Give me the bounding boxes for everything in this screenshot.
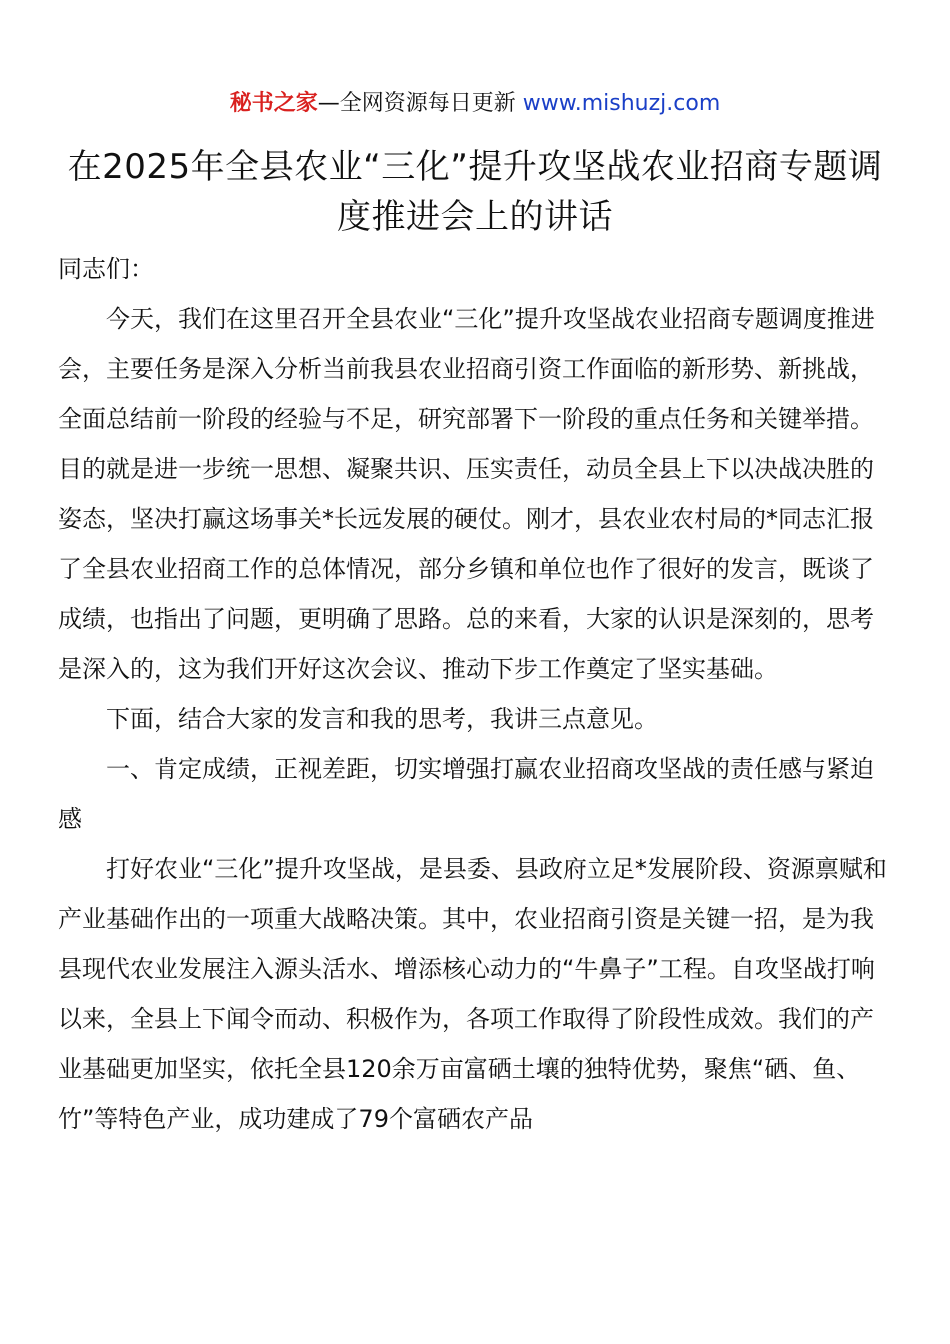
- document-body: [58, 244, 892, 1144]
- site-url-link[interactable]: www.mishuzj.com: [522, 91, 721, 116]
- body-paragraph: 下面，结合大家的发言和我的思考，我讲三点意见。: [106, 705, 658, 733]
- site-tagline: —全网资源每日更新: [317, 91, 523, 116]
- document-title: 在2025年全县农业“三化”提升攻坚战农业招商专题调度推进会上的讲话: [67, 147, 883, 237]
- site-header: [0, 88, 950, 120]
- salutation: 同志们：: [58, 255, 154, 283]
- body-paragraph: 打好农业“三化”提升攻坚战，是县委、县政府立足*发展阶段、资源禀赋和产业基础作出的一项重大战略决策。其中，农业招商引资是关键一招，是为我县现代农业发展注入源头活水、增添核心动力的“牛鼻子”工程。自攻坚战打响以来，全县上下闻令而动、积极作为，各项工作取得了阶段性成效。我们的产业基础更加坚实，依托全县120余万亩富硒土壤的独特优势，聚焦“硒、鱼、竹”等特色产业，成功建成了79个富硒农产品: [58, 855, 887, 1133]
- site-brand[interactable]: 秘书之家: [229, 91, 318, 116]
- section-heading: 一、肯定成绩，正视差距，切实增强打赢农业招商攻坚战的责任感与紧迫感: [58, 755, 874, 833]
- body-paragraph: 今天，我们在这里召开全县农业“三化”提升攻坚战农业招商专题调度推进会，主要任务是深入分析当前我县农业招商引资工作面临的新形势、新挑战，全面总结前一阶段的经验与不足，研究部署下一阶段的重点任务和关键举措。目的就是进一步统一思想、凝聚共识、压实责任，动员全县上下以决战决胜的姿态，坚决打赢这场事关*长远发展的硬仗。刚才，县农业农村局的*同志汇报了全县农业招商工作的总体情况，部分乡镇和单位也作了很好的发言，既谈了成绩，也指出了问题，更明确了思路。总的来看，大家的认识是深刻的，思考是深入的，这为我们开好这次会议、推动下步工作奠定了坚实基础。: [58, 305, 875, 683]
